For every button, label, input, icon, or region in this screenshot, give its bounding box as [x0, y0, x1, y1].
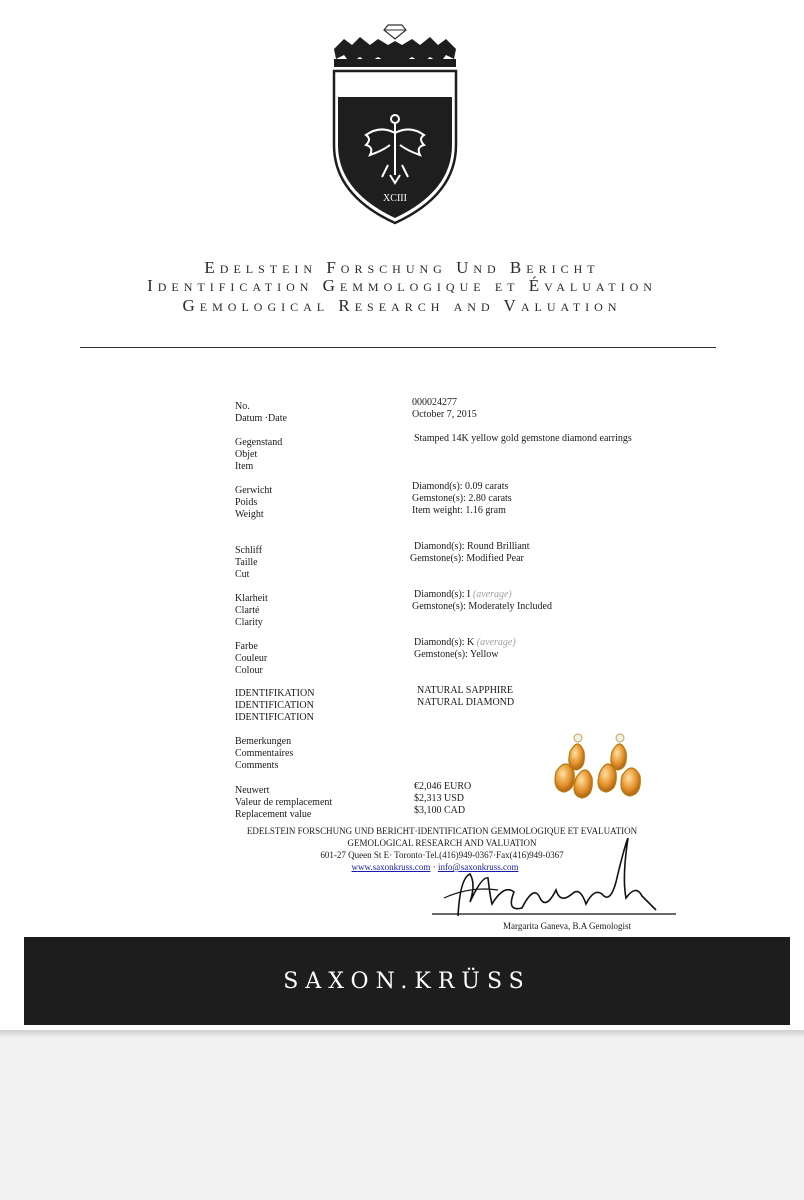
colour-label-fr: Couleur	[235, 653, 268, 664]
date-label: Datum ·Date	[235, 413, 287, 424]
number-value: 000024277	[412, 397, 457, 408]
clarity-label-de: Klarheit	[235, 593, 268, 604]
replacement-euro: €2,046 EURO	[414, 781, 472, 792]
cut-label-en: Cut	[235, 569, 250, 580]
identification-sapphire: NATURAL SAPPHIRE	[417, 685, 514, 696]
cut-label-fr: Taille	[235, 557, 258, 568]
page-edge-shadow	[0, 1030, 804, 1038]
cut-diamond: Diamond(s): Round Brilliant	[414, 541, 530, 552]
clarity-label-en: Clarity	[235, 617, 263, 628]
colour-gemstone: Gemstone(s): Yellow	[414, 649, 499, 660]
earring-right	[598, 734, 640, 796]
brand-banner	[24, 937, 790, 1025]
weight-label-fr: Poids	[235, 497, 258, 508]
crown-icon	[334, 37, 456, 67]
earrings-photo	[548, 728, 648, 806]
clarity-diamond: Diamond(s): I	[414, 589, 471, 600]
signatory-name: Margarita Ganeva, B.A Gemologist	[503, 921, 632, 931]
cut-label-de: Schliff	[235, 545, 263, 556]
replacement-cad: $3,100 CAD	[414, 805, 466, 816]
comments-label-en: Comments	[235, 760, 279, 771]
website-link[interactable]: www.saxonkruss.com	[351, 862, 431, 872]
signature-image	[430, 838, 690, 920]
earring-left	[555, 734, 592, 798]
shield-icon	[334, 71, 456, 223]
title-german: Edelstein Forschung Und Bericht	[204, 258, 600, 277]
identification-label-fr: IDENTIFICATION	[235, 700, 314, 711]
gem-icon	[384, 25, 406, 39]
title-french: Identification Gemmologique et Évaluation	[147, 276, 657, 295]
weight-label-de: Gerwicht	[235, 485, 273, 496]
cut-gemstone: Gemstone(s): Modified Pear	[410, 553, 524, 564]
comments-label-de: Bemerkungen	[235, 736, 292, 747]
item-label-fr: Objet	[235, 449, 258, 460]
replacement-label-de: Neuwert	[235, 785, 270, 796]
colour-diamond-note: (average)	[476, 637, 516, 648]
weight-diamond: Diamond(s): 0.09 carats	[412, 481, 509, 492]
colour-label-de: Farbe	[235, 641, 258, 652]
identification-label-de: IDENTIFIKATION	[235, 688, 315, 699]
footer-company-line: EDELSTEIN FORSCHUNG UND BERICHT·IDENTIFICATION GEMMOLOGIQUE ET EVALUATION	[246, 826, 638, 836]
footer-links-separator: ·	[432, 862, 436, 872]
item-label-de: Gegenstand	[235, 437, 283, 448]
clarity-label-fr: Clarté	[235, 605, 260, 616]
identification-label-en: IDENTIFICATION	[235, 712, 314, 723]
header-divider	[80, 347, 716, 348]
item-value: Stamped 14K yellow gold gemstone diamond earrings	[414, 433, 632, 444]
number-label: No.	[235, 401, 250, 412]
clarity-diamond-note: (average)	[472, 589, 512, 600]
item-label-en: Item	[235, 461, 254, 472]
replacement-usd: $2,313 USD	[414, 793, 465, 804]
replacement-label-fr: Valeur de remplacement	[235, 797, 333, 808]
clarity-gemstone: Gemstone(s): Moderately Included	[412, 601, 552, 612]
colour-label-en: Colour	[235, 665, 263, 676]
email-link[interactable]: info@saxonkruss.com	[437, 862, 519, 872]
replacement-label-en: Replacement value	[235, 809, 312, 820]
footer-research-line: GEMOLOGICAL RESEARCH AND VALUATION	[347, 838, 537, 848]
crest-numeral: XCIII	[383, 193, 407, 204]
title-english: Gemological Research and Valuation	[182, 296, 622, 315]
comments-label-fr: Commentaires	[235, 748, 294, 759]
footer-address-line: 601-27 Queen St E· Toronto·Tel.(416)949-0367·Fax(416)949-0367	[320, 850, 564, 860]
crest-logo	[330, 15, 460, 230]
weight-label-en: Weight	[235, 509, 264, 520]
colour-diamond: Diamond(s): K	[414, 637, 475, 648]
brand-name: SAXON.KRÜSS	[283, 969, 531, 994]
weight-gemstone: Gemstone(s): 2.80 carats	[412, 493, 512, 504]
date-value: October 7, 2015	[412, 409, 477, 420]
identification-diamond: NATURAL DIAMOND	[417, 697, 515, 708]
clarity-diamond-row	[414, 589, 512, 601]
colour-diamond-row	[414, 637, 516, 649]
weight-item: Item weight: 1.16 gram	[412, 505, 506, 516]
